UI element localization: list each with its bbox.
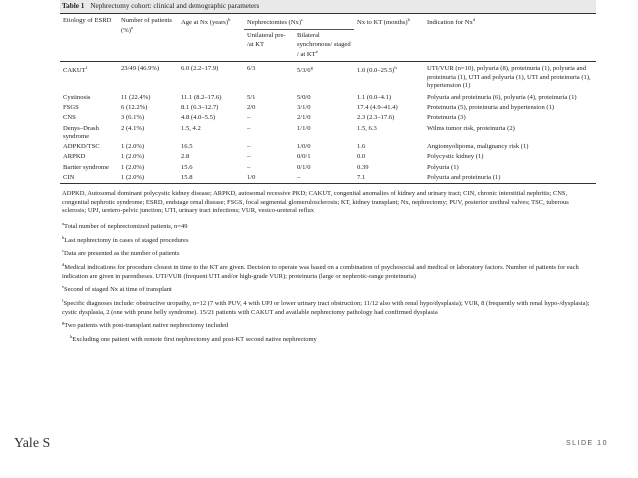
cell-nx-to-kt: 1.5, 6.3 [357,124,377,132]
header-etiology: Etiology of ESRD [60,14,118,62]
table-notes [60,184,596,345]
cell-nx-to-kt: 7.1 [354,173,424,184]
table-row [60,103,596,113]
table-row [60,142,596,152]
cell-patients: 11 (22.4%) [121,94,151,102]
table-row [60,91,596,103]
cell-unilateral: 6/3 [247,65,256,73]
table-row [60,62,596,91]
cell-nx-to-kt: 1.1 (0.0–4.1) [357,94,392,102]
cell-nx-to-kt: 1.0 $(0.0-25.5)^h$ [357,65,397,75]
cell-age: 15.8 [178,173,244,184]
footnote: $^h$Excluding one patient with remote first nephrectomy and post-KT second native nephrectomy [70,334,317,344]
cell-etiology: CNS [63,114,76,122]
cell-etiology: FSGS [63,104,79,112]
footnote: $^c$Data are presented as the number of patients [62,248,180,258]
cell-nx-to-kt: 0.0 [357,153,366,161]
table-row [60,124,596,142]
cell-age: 6.0 (2.2–17.9) [181,65,219,73]
footnote: $^d$Medical indications for procedure closest in time to the KT are given. Decision to operate was based on a combination of psychosocial and medical or laboratory factors. Number of patients for each indication are given in parentheses. UTI/VUR (frequent UTI and/or high-grade VUR); proteinuria (large or nephrotic-range proteinuria) [62,262,579,280]
header-bilateral: Bilateral synchronous/ staged / at $KT^e$ [294,30,354,62]
footnote: $^f$Specific diagnoses include: obstructive uropathy, n=12 (7 with PUV, 4 with UPJ or lower urinary tract obstruction; 11/12 also with renal hypo/dysplasia); VUR, 8 (frequently with renal hypo-/dysplasia); cystic dysplasia, 2 (one with prune belly syndrome). 15/21 patients with CAKUT and available nephrectomy pathology had confirmed dysplasia [62,298,590,316]
table-row [60,163,596,173]
cell-patients: 2 (4.1%) [121,124,145,132]
cell-bilateral: 5/0/0 [297,94,311,102]
table-page [60,0,596,348]
cell-age: 1.5, 4.2 [181,124,201,132]
cell-etiology: Bartter syndrome [63,163,109,171]
cell-unilateral: – [247,143,251,151]
cell-nx-to-kt: 0.39 [357,163,369,171]
cell-unilateral: 1/0 [244,173,294,184]
cell-bilateral: 3/1/0 [297,104,311,112]
cell-age: 16.5 [181,143,193,151]
header-unilateral: Unilateral pre- /at KT [244,30,294,62]
cell-etiology: CAKUT$^f$ [63,65,88,75]
cell-patients: 1 (2.0%) [121,163,145,171]
cell-patients: 1 (2.0%) [121,143,145,151]
header-patients: Number of patients (%)$^a$ [118,14,178,62]
cell-etiology: Cystinosis [63,94,91,102]
cell-indication: Angiomyolipoma, malignancy risk (1) [427,143,529,151]
yale-brand: Yale S [14,436,51,451]
abbreviations-note: ADPKD, Autosomal dominant polycystic kidney disease; ARPKD, autosomal recessive PKD; CAKUT, congenital anomalies of kidney and urinary tract; CIN, chronic interstitial nephritis; CNS, congenital nephrotic syndrome; ESRD, endstage renal disease; FSGS, focal segmental glomerulosclerosis; KT, kidney transplant; Nx, nephrectomy; PUV, posterior urethral valves; TSC, tuberous sclerosis; UPJ, uretero-pelvic junction; UTI, urinary tract infections; VUR, vesico-ureteral reflux [62,190,569,215]
header-age: Age at Nx (years)$^b$ [178,14,244,62]
cell-unilateral: 2/0 [247,104,256,112]
cell-age: 4.8 (4.0–5.5) [181,114,216,122]
header-nx-to-kt: Nx to KT (months)$^b$ [354,14,424,62]
cell-bilateral: 0/0/1 [297,153,311,161]
cell-indication: Wilms tumor risk, proteinuria (2) [427,124,515,132]
cell-unilateral: – [247,153,251,161]
header-nephrectomies: Nephrectomies $(Nx)^c$ [244,14,354,30]
cell-nx-to-kt: 1.6 [357,143,366,151]
table-title-bar [60,0,596,14]
cell-patients: 1 (2.0%) [118,173,178,184]
cell-patients: 1 (2.0%) [121,153,145,161]
cell-age: 8.1 (6.3–12.7) [181,104,219,112]
cell-unilateral: – [247,114,251,122]
cell-bilateral: 5/3/6$^g$ [297,65,313,75]
cell-indication: Polycystic kidney (1) [427,153,484,161]
footnote: $^e$Second of staged Nx at time of transplant [62,284,172,294]
cell-bilateral: 1/0/0 [297,143,311,151]
cell-indication: Proteinuria (5), proteinuria and hypertension (1) [427,104,555,112]
header-indication: Indication for Nx$^d$ [424,14,596,62]
cell-patients: 6 (12.2%) [121,104,148,112]
cell-bilateral: 0/1/0 [297,163,311,171]
cell-age: 11.1 (8.2–17.6) [181,94,222,102]
footnote: $^a$Total number of nephrectomized patients, n=49 [62,220,188,231]
footnote: $^g$Two patients with post-transplant native nephrectomy included [62,320,229,330]
cell-nx-to-kt: 17.4 (4.9–41.4) [357,104,398,112]
cell-indication: Polyuria and proteinuria (1) [424,173,596,184]
cell-etiology: Denys–Drash syndrome [63,124,99,140]
cell-unilateral: – [247,124,251,132]
cell-indication: UTI/VUR (n=10), polyuria (8), proteinuria (1), polyuria and proteinuria (1), UTI and polyuria (1), UTI and proteinuria (1), hypertension (1) [427,65,591,89]
cell-indication: Proteinuria (3) [427,114,466,122]
table-row [60,173,596,184]
cell-indication: Polyuria (1) [427,163,459,171]
cell-age: 2.8 [181,153,190,161]
table-label: Table 1 [62,2,85,10]
cell-age: 15.6 [181,163,193,171]
cell-unilateral: 5/1 [247,94,256,102]
slide-number: SLIDE 10 [566,440,608,447]
cell-bilateral: – [294,173,354,184]
table-row [60,113,596,123]
cell-patients: 23/49 (46.9%) [121,65,160,73]
nephrectomy-table [60,14,596,184]
cell-patients: 3 (6.1%) [121,114,145,122]
cell-indication: Polyuria and proteinuria (6), polyuria (4), proteinuria (1) [427,94,577,102]
footnote: $^b$Last nephrectomy in cases of staged procedures [62,234,189,244]
cell-bilateral: 2/1/0 [297,114,311,122]
table-body [60,62,596,184]
table-title: Nephrectomy cohort: clinical and demographic parameters [90,2,260,10]
cell-etiology: CIN [60,173,118,184]
cell-bilateral: 1/1/0 [297,124,311,132]
cell-etiology: ARPKD [63,153,86,161]
cell-nx-to-kt: 2.3 (2.3–17.6) [357,114,395,122]
cell-unilateral: – [247,163,251,171]
cell-etiology: ADPKD/TSC [63,143,100,151]
table-row [60,152,596,162]
